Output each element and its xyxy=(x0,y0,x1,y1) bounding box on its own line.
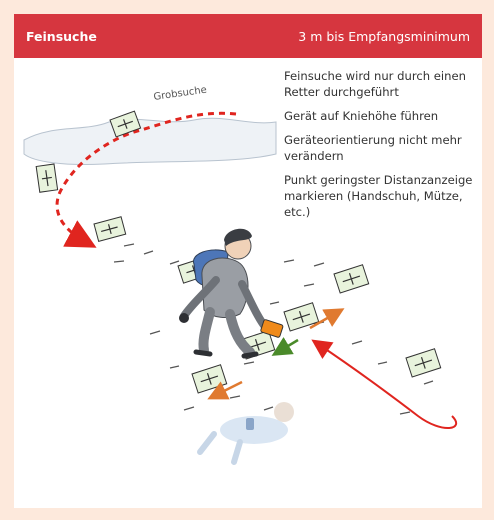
header-bar xyxy=(14,14,482,58)
marker-card xyxy=(94,217,126,242)
snow-hill xyxy=(24,118,276,164)
tip-item: Punkt geringster Distanzanzeige markieren (Handschuh, Mütze, etc.) xyxy=(284,173,473,219)
card xyxy=(14,14,482,508)
tip-item: Gerät auf Kniehöhe führen xyxy=(284,109,439,123)
tip-item: Feinsuche wird nur durch einen Retter durchgeführt xyxy=(284,69,466,99)
buried-victim xyxy=(200,402,294,462)
callout-grobsuche: Grobsuche xyxy=(152,84,208,103)
marker-card xyxy=(36,164,57,192)
header-subtitle: 3 m bis Empfangsminimum xyxy=(298,28,470,44)
marker-card xyxy=(406,349,441,377)
tip-item: Geräteorientierung nicht mehr verändern xyxy=(284,133,462,163)
header-title: Feinsuche xyxy=(26,28,97,44)
marker-card xyxy=(192,365,227,393)
arrow-green xyxy=(278,340,298,352)
search-illustration xyxy=(14,58,482,508)
marker-card xyxy=(334,265,369,293)
